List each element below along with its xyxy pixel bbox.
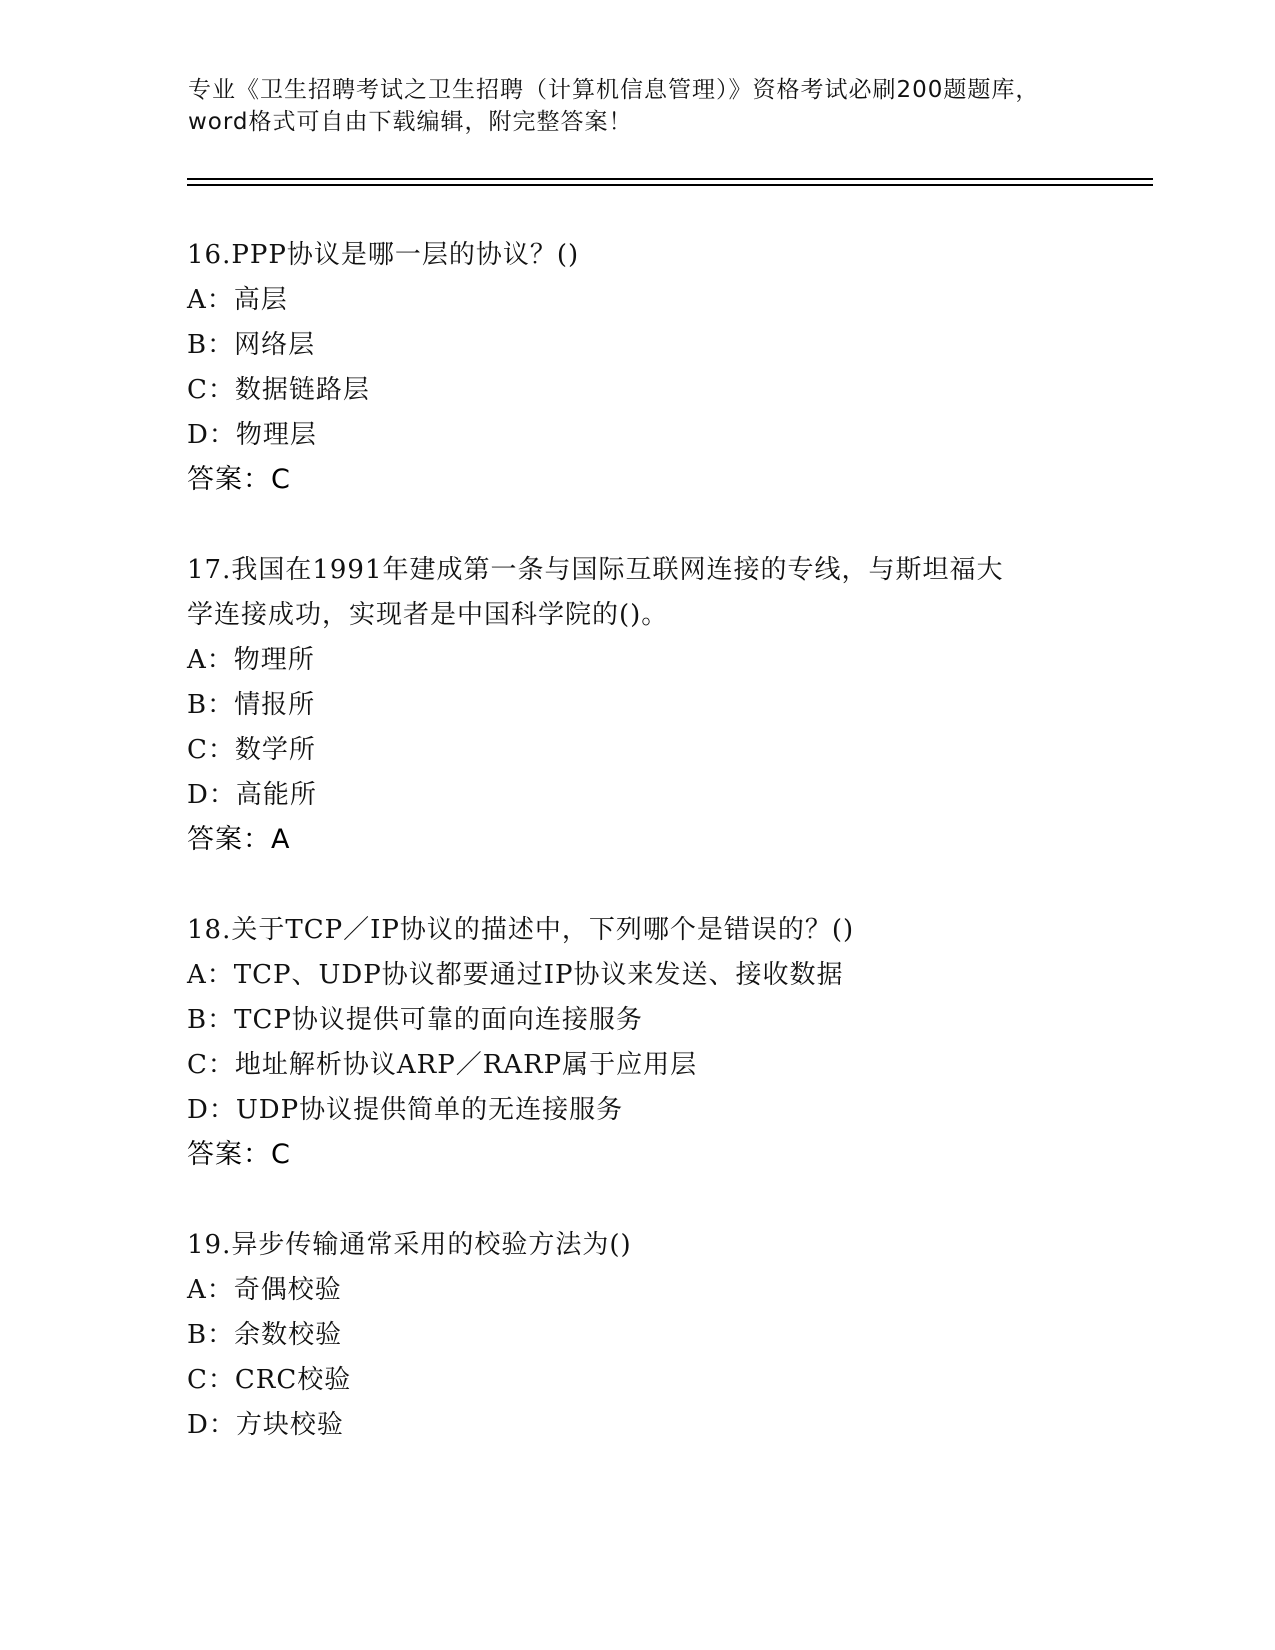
question-18-option-b: B：TCP协议提供可靠的面向连接服务 bbox=[187, 1005, 643, 1035]
question-18-option-c: C：地址解析协议ARP／RARP属于应用层 bbox=[187, 1050, 698, 1080]
question-17-stem-line-1: 17.我国在1991年建成第一条与国际互联网连接的专线，与斯坦福大 bbox=[187, 555, 1004, 585]
question-18-option-a: A：TCP、UDP协议都要通过IP协议来发送、接收数据 bbox=[187, 960, 844, 990]
question-17-answer: 答案：A bbox=[187, 824, 291, 855]
question-16-option-a: A：高层 bbox=[187, 285, 288, 315]
question-16-option-b: B：网络层 bbox=[187, 330, 316, 360]
question-19-option-a: A：奇偶校验 bbox=[187, 1275, 342, 1305]
question-16-stem: 16.PPP协议是哪一层的协议？() bbox=[187, 240, 580, 270]
question-16-option-c: C：数据链路层 bbox=[187, 375, 370, 405]
question-19-option-c: C：CRC校验 bbox=[187, 1365, 352, 1395]
question-18-stem: 18.关于TCP／IP协议的描述中，下列哪个是错误的？() bbox=[187, 915, 855, 945]
question-18-answer: 答案：C bbox=[187, 1139, 291, 1170]
question-19-option-b: B：余数校验 bbox=[187, 1320, 343, 1350]
document-header bbox=[188, 74, 1108, 138]
question-18-option-d: D：UDP协议提供简单的无连接服务 bbox=[187, 1095, 624, 1125]
header-line-2: word格式可自由下载编辑，附完整答案！ bbox=[188, 109, 633, 135]
question-16-option-d: D：物理层 bbox=[187, 420, 317, 450]
header-line-1: 专业《卫生招聘考试之卫生招聘（计算机信息管理）》资格考试必刷200题题库， bbox=[188, 77, 1040, 103]
question-17-option-b: B：情报所 bbox=[187, 690, 316, 720]
question-19-stem: 19.异步传输通常采用的校验方法为() bbox=[187, 1230, 632, 1260]
question-17-option-c: C：数学所 bbox=[187, 735, 316, 765]
question-17-option-d: D：高能所 bbox=[187, 780, 317, 810]
header-divider-top bbox=[187, 178, 1153, 180]
header-divider-bottom bbox=[187, 184, 1153, 186]
question-16-answer: 答案：C bbox=[187, 464, 291, 495]
question-17-option-a: A：物理所 bbox=[187, 645, 315, 675]
question-17-stem-line-2: 学连接成功，实现者是中国科学院的()。 bbox=[187, 600, 669, 630]
question-19-option-d: D：方块校验 bbox=[187, 1410, 344, 1440]
